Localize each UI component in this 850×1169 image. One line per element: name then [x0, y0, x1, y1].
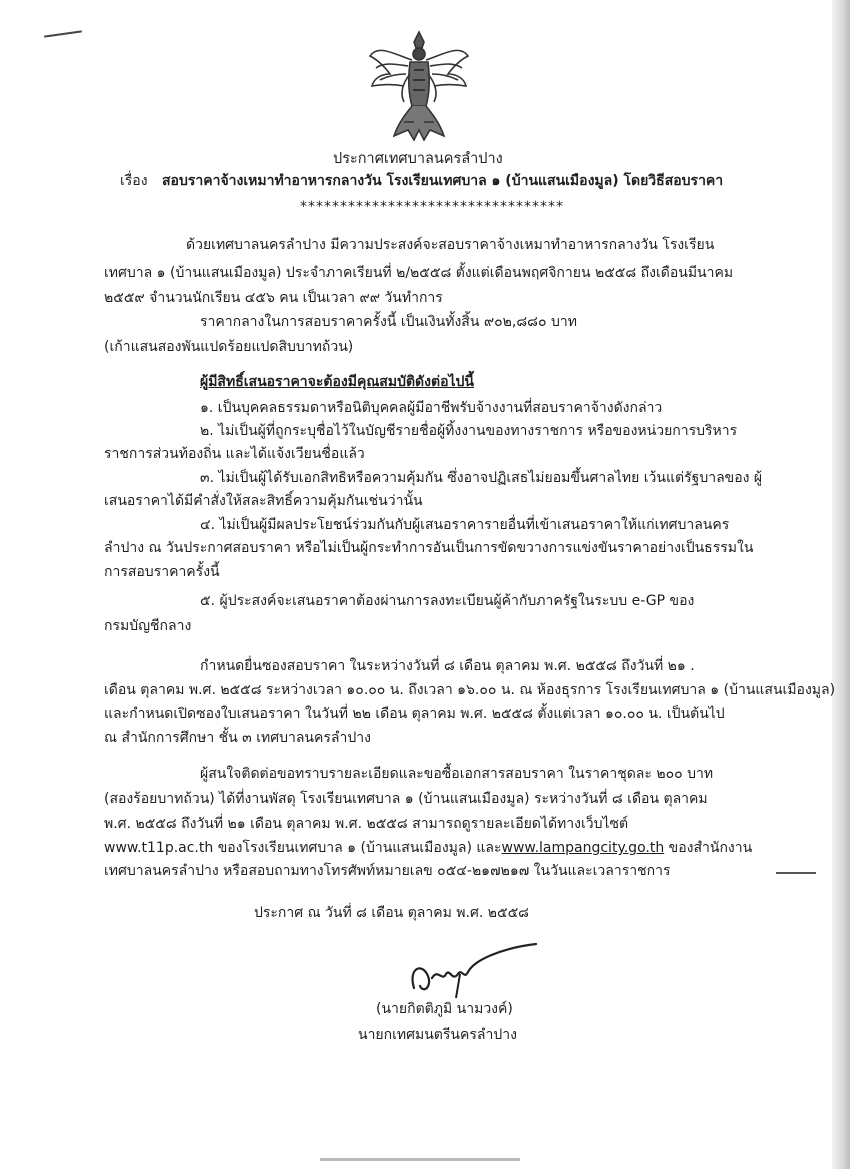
contact-line-1: ผู้สนใจติดต่อขอทราบรายละเอียดและขอซื้อเอกสารสอบราคา ในราคาชุดละ ๒๐๐ บาท [200, 766, 714, 782]
qualification-5-line-1: ๕. ผู้ประสงค์จะเสนอราคาต้องผ่านการลงทะเบียนผู้ค้ากับภาครัฐในระบบ e-GP ของ [200, 593, 695, 609]
intro-line-3: ๒๕๕๙ จำนวนนักเรียน ๔๕๖ คน เป็นเวลา ๙๙ วันทำการ [104, 290, 443, 306]
page-edge-shadow [832, 0, 850, 1169]
school-website-link[interactable]: www.t11p.ac.th [104, 840, 214, 856]
contact-line-4-text-a: ของโรงเรียนเทศบาล ๑ (บ้านแสนเมืองมูล) และ [213, 840, 502, 856]
schedule-line-1: กำหนดยื่นซองสอบราคา ในระหว่างวันที่ ๘ เดือน ตุลาคม พ.ศ. ๒๕๕๘ ถึงวันที่ ๒๑ . [200, 658, 695, 674]
announcement-title: ประกาศเทศบาลนครลำปาง [333, 151, 503, 167]
announce-date: ประกาศ ณ วันที่ ๘ เดือน ตุลาคม พ.ศ. ๒๕๕๘ [254, 905, 529, 921]
qualification-4-line-1: ๔. ไม่เป็นผู้มีผลประโยชน์ร่วมกันกับผู้เสนอราคารายอื่นที่เข้าเสนอราคาให้แก่เทศบาลนคร [200, 517, 730, 533]
contact-line-5: เทศบาลนครลำปาง หรือสอบถามทางโทรศัพท์หมายเลข ๐๕๔-๒๑๗๒๑๗ ในวันและเวลาราชการ [104, 863, 671, 879]
contact-line-4 [104, 839, 752, 857]
signer-name: (นายกิตติภูมิ นามวงค์) [376, 1001, 513, 1017]
margin-mark [776, 872, 816, 874]
qualification-4-line-3: การสอบราคาครั้งนี้ [104, 564, 220, 580]
qualification-5-line-2: กรมบัญชีกลาง [104, 618, 192, 634]
contact-line-3: พ.ศ. ๒๕๕๘ ถึงวันที่ ๒๑ เดือน ตุลาคม พ.ศ. ๒๕๕๘ สามารถดูรายละเอียดได้ทางเว็บไซต์ [104, 816, 629, 832]
garuda-emblem-icon [364, 26, 474, 144]
subject-text: สอบราคาจ้างเหมาทำอาหารกลางวัน โรงเรียนเทศบาล ๑ (บ้านแสนเมืองมูล) โดยวิธีสอบราคา [162, 173, 724, 189]
schedule-line-3: และกำหนดเปิดซองใบเสนอราคา ในวันที่ ๒๒ เดือน ตุลาคม พ.ศ. ๒๕๕๘ ตั้งแต่เวลา ๑๐.๐๐ น. เป็นต้นไป [104, 706, 725, 722]
contact-line-4-text-b: ของสำนักงาน [664, 840, 753, 856]
subject-label: เรื่อง [120, 173, 148, 189]
qualification-1: ๑. เป็นบุคคลธรรมดาหรือนิติบุคคลผู้มีอาชีพรับจ้างงานที่สอบราคาจ้างดังกล่าว [200, 400, 663, 416]
bottom-smudge [320, 1158, 520, 1161]
star-divider: ********************************* [300, 199, 564, 215]
median-price: ราคากลางในการสอบราคาครั้งนี้ เป็นเงินทั้งสิ้น ๙๐๒,๘๘๐ บาท [200, 314, 577, 330]
schedule-line-4: ณ สำนักการศึกษา ชั้น ๓ เทศบาลนครลำปาง [104, 730, 371, 746]
qualification-4-line-2: ลำปาง ณ วันประกาศสอบราคา หรือไม่เป็นผู้กระทำการอันเป็นการขัดขวางการแข่งขันราคาอย่างเป็นธรรมใน [104, 540, 754, 556]
median-price-words: (เก้าแสนสองพันแปดร้อยแปดสิบบาทถ้วน) [104, 339, 354, 355]
contact-line-2: (สองร้อยบาทถ้วน) ได้ที่งานพัสดุ โรงเรียนเทศบาล ๑ (บ้านแสนเมืองมูล) ระหว่างวันที่ ๘ เดือน ตุลาคม [104, 791, 708, 807]
qualification-2-line-2: ราชการส่วนท้องถิ่น และได้แจ้งเวียนชื่อแล้ว [104, 446, 365, 462]
signature-icon [402, 938, 542, 1008]
intro-line-1: ด้วยเทศบาลนครลำปาง มีความประสงค์จะสอบราคาจ้างเหมาทำอาหารกลางวัน โรงเรียน [186, 237, 715, 253]
qualification-2-line-1: ๒. ไม่เป็นผู้ที่ถูกระบุชื่อไว้ในบัญชีรายชื่อผู้ทิ้งงานของทางราชการ หรือของหน่วยการบริหาร [200, 423, 738, 439]
qualification-3-line-2: เสนอราคาได้มีคำสั่งให้สละสิทธิ์ความคุ้มกันเช่นว่านั้น [104, 493, 423, 509]
city-website-link[interactable]: www.lampangcity.go.th [501, 840, 665, 856]
qualifications-heading: ผู้มีสิทธิ์เสนอราคาจะต้องมีคุณสมบัติดังต่อไปนี้ [200, 374, 474, 390]
signer-position: นายกเทศมนตรีนครลำปาง [358, 1027, 517, 1043]
schedule-line-2: เดือน ตุลาคม พ.ศ. ๒๕๕๘ ระหว่างเวลา ๑๐.๐๐ น. ถึงเวลา ๑๖.๐๐ น. ณ ห้องธุรการ โรงเรียนเทศบาล ๑ (บ้านแสนเมืองมูล) [104, 682, 836, 698]
intro-line-2: เทศบาล ๑ (บ้านแสนเมืองมูล) ประจำภาคเรียนที่ ๒/๒๕๕๘ ตั้งแต่เดือนพฤศจิกายน ๒๕๕๘ ถึงเดือนมีนาคม [104, 265, 734, 281]
stray-pen-mark [44, 30, 82, 37]
qualification-3-line-1: ๓. ไม่เป็นผู้ได้รับเอกสิทธิหรือความคุ้มกัน ซึ่งอาจปฏิเสธไม่ยอมขึ้นศาลไทย เว้นแต่รัฐบาลของ ผู้ [200, 470, 763, 486]
